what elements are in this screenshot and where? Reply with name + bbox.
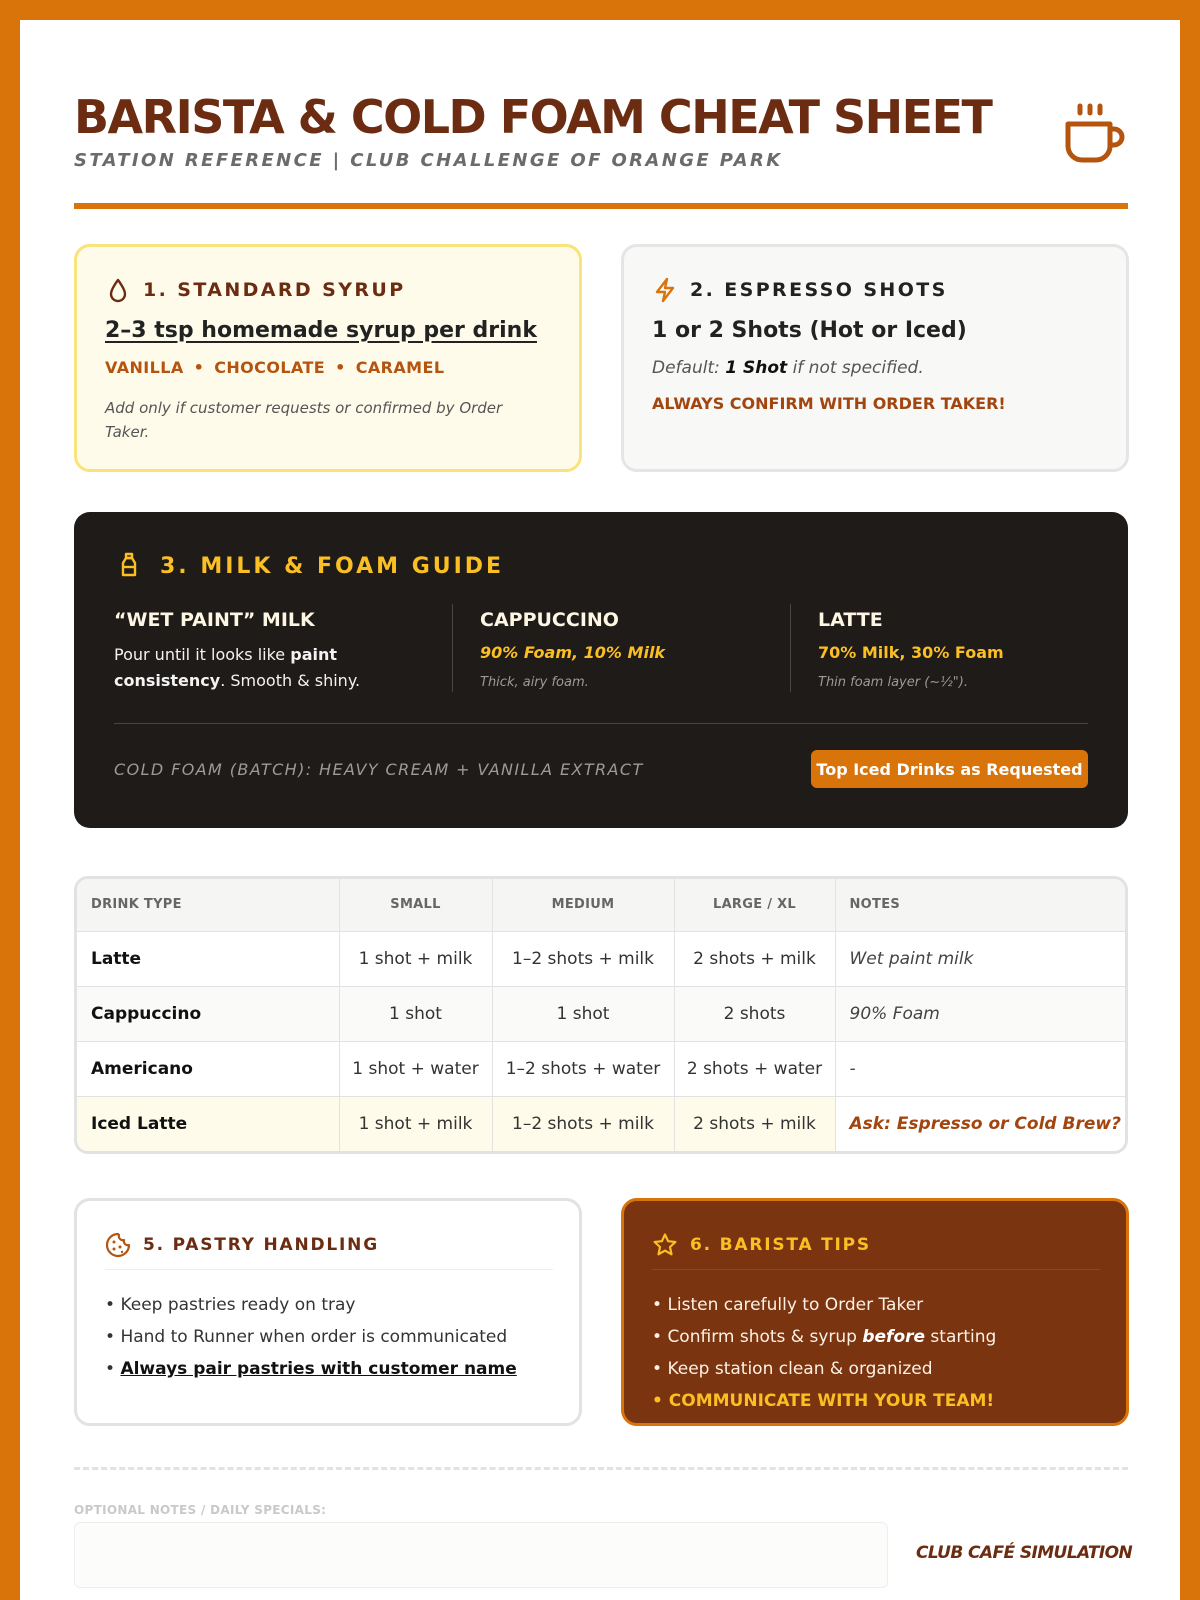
drink-name: Americano [77,1041,339,1096]
milk-foam-card [74,512,1128,828]
syrup-card [74,244,582,472]
list-item [652,1353,996,1385]
size-cell: 1 shot + water [339,1041,492,1096]
footer-dashed-divider [74,1467,1128,1470]
size-cell: 1 shot [339,986,492,1041]
top-iced-drinks-button[interactable]: Top Iced Drinks as Requested [811,750,1088,788]
list-item [105,1353,517,1385]
lightning-icon [652,277,678,303]
list-item-text: Always pair pastries with customer name [120,1359,517,1379]
notes-cell: 90% Foam [835,986,1125,1041]
size-cell: 2 shots + water [674,1041,835,1096]
default-value: 1 Shot [725,358,788,378]
notes-cell: Wet paint milk [835,931,1125,986]
size-cell: 2 shots + milk [674,1096,835,1151]
flavor-vanilla: VANILLA [105,358,184,377]
list-item-text: starting [925,1327,997,1347]
size-cell: 1 shot + milk [339,1096,492,1151]
drink-name: Cappuccino [77,986,339,1041]
espresso-card [621,244,1129,472]
table-row [77,1096,1125,1151]
column-header: MEDIUM [492,879,674,931]
latte-sub: Thin foam layer (~½"). [818,675,968,690]
flavor-chocolate: CHOCOLATE [214,358,326,377]
cappuccino-heading: CAPPUCCINO [480,609,619,631]
cappuccino-sub: Thick, airy foam. [480,675,589,690]
default-prefix: Default: [652,358,720,378]
syrup-title: 1. STANDARD SYRUP [143,279,406,301]
milk-divider [114,723,1088,724]
drink-name: Latte [77,931,339,986]
list-item-text: Keep station clean & organized [667,1359,933,1379]
size-cell: 1 shot [492,986,674,1041]
list-item [652,1321,996,1353]
page-title: BARISTA & COLD FOAM CHEAT SHEET [74,90,992,144]
cheat-sheet-page [20,20,1180,1600]
tips-list [652,1289,996,1417]
notes-label: OPTIONAL NOTES / DAILY SPECIALS: [74,1503,327,1517]
notes-input-box[interactable] [74,1522,888,1588]
list-item [105,1321,517,1353]
size-cell: 1–2 shots + milk [492,1096,674,1151]
syrup-flavors [105,358,444,377]
coffee-cup-icon [1060,102,1126,168]
flavor-caramel: CARAMEL [355,358,445,377]
espresso-confirm-warning: ALWAYS CONFIRM WITH ORDER TAKER! [652,394,1006,413]
flavor-separator: • [193,358,205,377]
espresso-title: 2. ESPRESSO SHOTS [690,279,948,301]
size-cell: 1 shot + milk [339,931,492,986]
flavor-separator: • [335,358,346,377]
list-item-text: Confirm shots & syrup [667,1327,863,1347]
table-header-row [77,879,1125,931]
column-divider [790,604,791,692]
default-suffix: if not specified. [792,358,924,378]
bullet: • [652,1295,663,1315]
espresso-shots: 1 or 2 Shots (Hot or Iced) [652,318,967,343]
barista-tips-card [621,1198,1129,1426]
pastry-title: 5. PASTRY HANDLING [143,1235,379,1255]
table-row [77,1041,1125,1096]
brand-label: CLUB CAFÉ SIMULATION [916,1543,1133,1563]
table-row [77,986,1125,1041]
bullet: • [105,1295,116,1315]
latte-ratio: 70% Milk, 30% Foam [818,643,1004,662]
milk-bottle-icon [116,552,142,578]
wet-paint-text [114,642,404,694]
tips-divider [652,1269,1100,1270]
column-header: NOTES [835,879,1125,931]
size-cell: 2 shots [674,986,835,1041]
column-divider [452,604,453,692]
bullet: • [105,1359,116,1379]
wet-paint-text-a: Pour until it looks like [114,645,291,664]
wet-paint-text-b: . Smooth & shiny. [220,671,361,690]
espresso-default [652,358,924,378]
column-header: SMALL [339,879,492,931]
bullet: • [652,1327,663,1347]
syrup-note: Add only if customer requests or confirmed by Order Taker. [105,399,503,441]
bullet: • [652,1391,663,1411]
list-item-emphasis: before [862,1327,926,1347]
drop-icon [105,277,131,303]
star-icon [652,1232,678,1258]
bullet: • [652,1359,663,1379]
column-header: LARGE / XL [674,879,835,931]
pastry-card [74,1198,582,1426]
list-item-text: COMMUNICATE WITH YOUR TEAM! [668,1391,995,1411]
header-divider [74,203,1128,209]
size-cell: 1–2 shots + milk [492,931,674,986]
latte-heading: LATTE [818,609,883,631]
cookie-icon [105,1232,131,1258]
wet-paint-text-bold: paint consistency [114,645,338,690]
page-subtitle: STATION REFERENCE | CLUB CHALLENGE OF ORANGE PARK [74,150,783,171]
column-header: DRINK TYPE [77,879,339,931]
list-item [105,1289,517,1321]
size-cell: 1–2 shots + water [492,1041,674,1096]
pastry-list [105,1289,517,1385]
notes-cell: Ask: Espresso or Cold Brew? [835,1096,1125,1151]
tips-title: 6. BARISTA TIPS [690,1235,871,1255]
table-row [77,931,1125,986]
list-item [652,1289,996,1321]
bullet: • [105,1327,116,1347]
drink-size-table [74,876,1128,1154]
cold-foam-recipe: COLD FOAM (BATCH): HEAVY CREAM + VANILLA EXTRACT [114,760,644,779]
cappuccino-ratio: 90% Foam, 10% Milk [480,643,666,662]
list-item-text: Hand to Runner when order is communicated [120,1327,508,1347]
pastry-divider [105,1269,553,1270]
drink-name: Iced Latte [77,1096,339,1151]
list-item-text: Keep pastries ready on tray [120,1295,356,1315]
milk-foam-title: 3. MILK & FOAM GUIDE [160,554,505,579]
size-cell: 2 shots + milk [674,931,835,986]
list-item-text: Listen carefully to Order Taker [667,1295,924,1315]
notes-cell: - [835,1041,1125,1096]
syrup-amount: 2–3 tsp homemade syrup per drink [105,318,537,343]
wet-paint-heading: “WET PAINT” MILK [114,609,315,631]
list-item [652,1385,996,1417]
